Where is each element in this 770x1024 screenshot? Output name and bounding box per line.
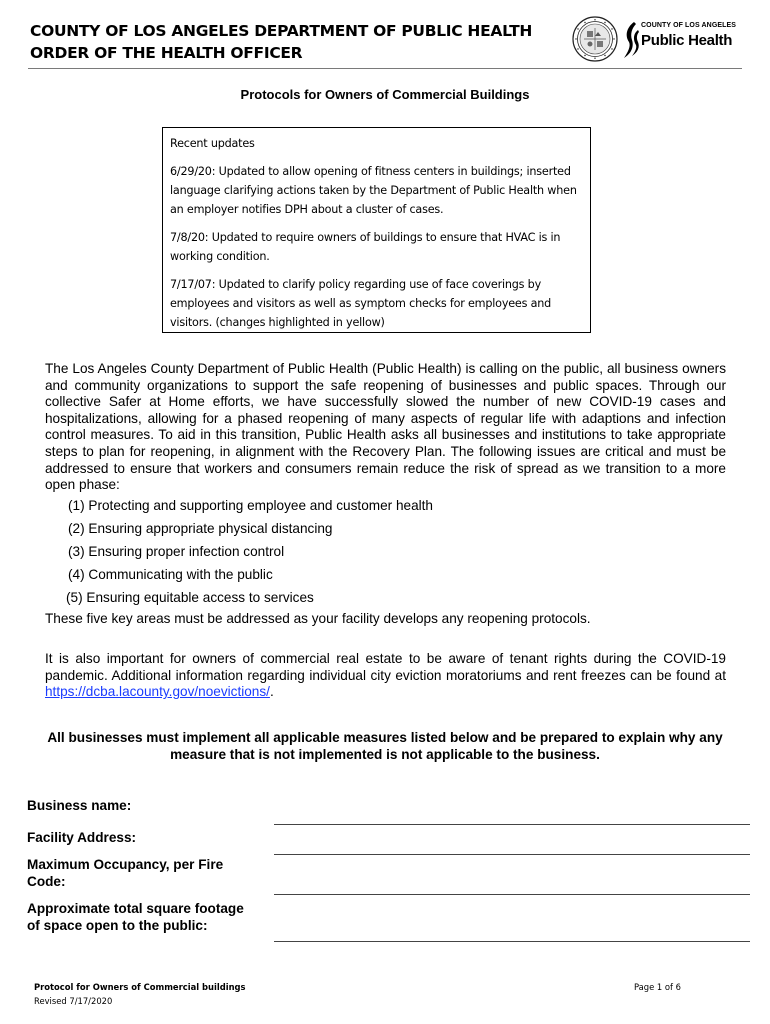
business-name-label: Business name:: [27, 798, 132, 813]
max-occupancy-field[interactable]: [274, 894, 750, 895]
update-entry-0708: 7/8/20: Updated to require owners of buildings to ensure that HVAC is in working condition.: [170, 231, 561, 263]
tenant-rights-text: It is also important for owners of commercial real estate to be aware of tenant rights during the COVID-19 pandemic. Additional information regarding individual city eviction moratoriums and rent freezes can be found at: [45, 651, 726, 683]
document-title: Protocols for Owners of Commercial Buildings: [240, 87, 530, 102]
key-area-item: (5) Ensuring equitable access to services: [66, 590, 314, 605]
key-areas-list: [68, 497, 433, 612]
public-health-mark-icon: [622, 20, 640, 60]
header-title-line2: ORDER OF THE HEALTH OFFICER: [30, 44, 303, 62]
logo-public-health-text: Public Health: [641, 32, 733, 49]
header-title-line1: COUNTY OF LOS ANGELES DEPARTMENT OF PUBLIC HEALTH: [30, 22, 533, 40]
recent-updates-box: [162, 127, 591, 333]
square-footage-label: [27, 900, 244, 934]
header-divider: [28, 68, 742, 69]
document-header: [30, 20, 532, 64]
intro-paragraph: The Los Angeles County Department of Public Health (Public Health) is calling on the public, all business owners and community organizations to support the safe reopening of businesses and public spaces. Through our collective Safer at Home efforts, we have successfully slowed the number of new COVID-19 cases and hospitalizations, allowing for a phased reopening of many aspects of regular life with adaptions and infection control measures. To aid in this transition, Public Health asks all businesses and institutions to take appropriate steps to plan for reopening, in alignment with the Recovery Plan. The following issues are critical and must be addressed to ensure that workers and consumers remain reduce the risk of spread as we transition to a more open phase:: [45, 361, 726, 493]
tenant-rights-paragraph: [45, 651, 726, 701]
square-footage-label-line1: Approximate total square footage: [27, 901, 244, 916]
max-occupancy-label: [27, 856, 223, 890]
update-entry-0629: 6/29/20: Updated to allow opening of fitness centers in buildings; inserted language clarifying actions taken by the Department of Public Health when an employer notifies DPH about a cluster of cases.: [170, 165, 577, 216]
update-entry-0717: 7/17/07: Updated to clarify policy regarding use of face coverings by employees and visitors as well as symptom checks for employees and visitors. (changes highlighted in yellow): [170, 278, 552, 329]
max-occupancy-label-line1: Maximum Occupancy, per Fire: [27, 857, 224, 872]
key-area-item: (1) Protecting and supporting employee and customer health: [68, 498, 433, 513]
square-footage-field[interactable]: [274, 941, 750, 942]
county-seal-icon: [572, 16, 618, 62]
facility-address-field[interactable]: [274, 854, 750, 855]
business-name-field[interactable]: [274, 824, 750, 825]
logo-county-text: COUNTY OF LOS ANGELES: [641, 22, 737, 29]
footer-document-name: Protocol for Owners of Commercial buildings: [34, 982, 246, 992]
square-footage-label-line2: of space open to the public:: [27, 918, 208, 933]
page-footer: [34, 980, 246, 1008]
key-area-item: (4) Communicating with the public: [68, 567, 273, 582]
max-occupancy-label-line2: Code:: [27, 874, 66, 889]
key-area-item: (3) Ensuring proper infection control: [68, 544, 285, 559]
noevictions-link[interactable]: https://dcba.lacounty.gov/noevictions/: [45, 684, 270, 700]
footer-page-number: Page 1 of 6: [634, 982, 681, 992]
key-areas-closing: These five key areas must be addressed as your facility develops any reopening protocols.: [45, 611, 591, 626]
tenant-rights-end: .: [269, 684, 274, 700]
public-health-logo: [622, 20, 737, 60]
footer-revised-date: Revised 7/17/2020: [34, 996, 113, 1006]
key-area-item: (2) Ensuring appropriate physical distancing: [68, 521, 333, 536]
implementation-notice: All businesses must implement all applicable measures listed below and be prepared to explain why any measure that is not implemented is not applicable to the business.: [47, 730, 723, 762]
facility-address-label: Facility Address:: [27, 830, 137, 845]
recent-updates-heading: Recent updates: [170, 137, 255, 150]
